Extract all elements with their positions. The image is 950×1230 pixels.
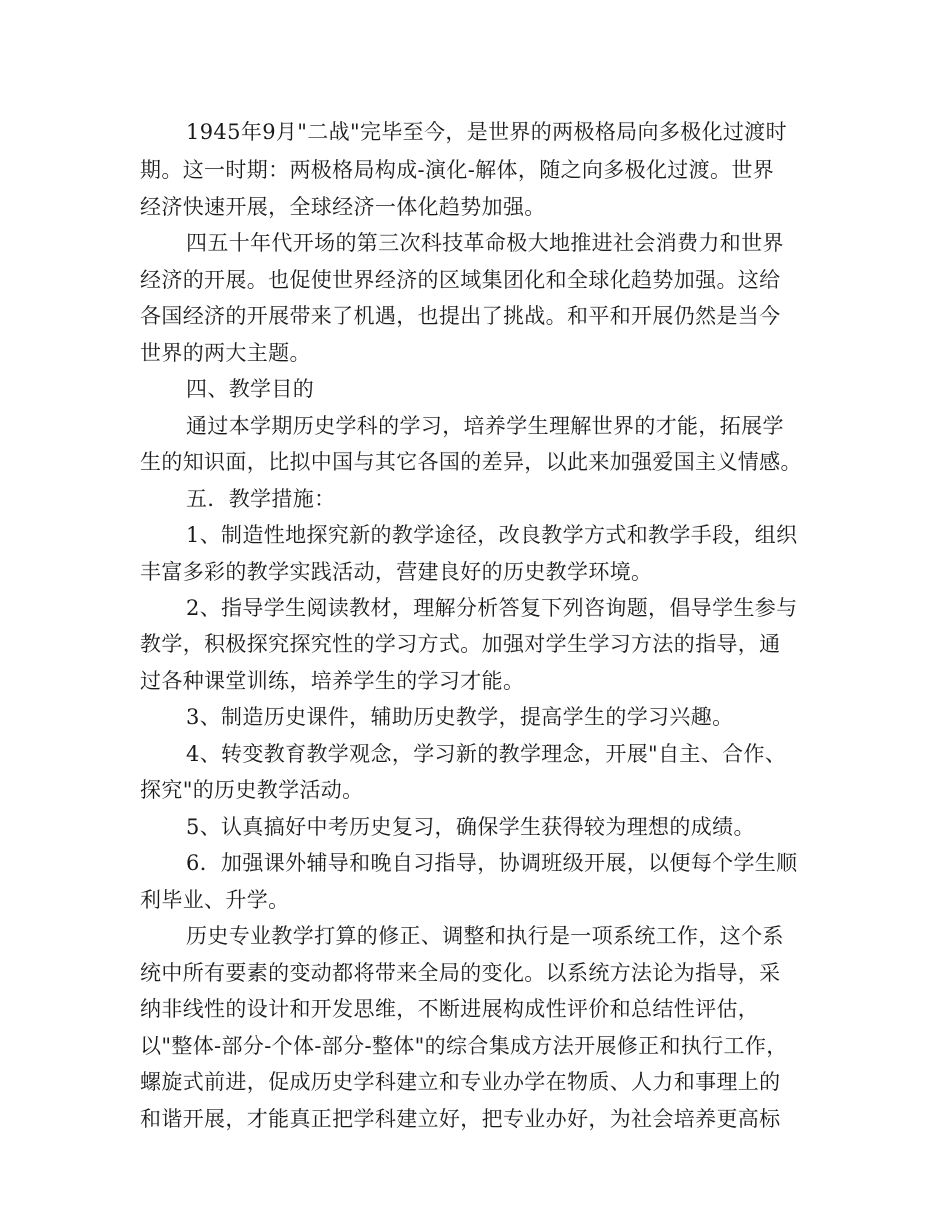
text-line: 和谐开展，才能真正把学科建立好，把专业办好，为社会培养更高标 [140,1107,781,1131]
text-line: 四五十年代开场的第三次科技革命极大地推进社会消费力和世界 [186,231,784,255]
text-line: 生的知识面，比拟中国与其它各国的差异，以此来加强爱国主义情感。 [140,450,802,474]
text-line: 1945年9月"二战"完毕至今，是世界的两极格局向多极化过渡时 [186,120,787,144]
text-line: 1、制造性地探究新的教学途径，改良教学方式和教学手段，组织 [186,523,798,547]
text-line: 3、制造历史课件，辅助历史教学，提高学生的学习兴趣。 [186,705,734,729]
text-line: 过各种课堂训练，培养学生的学习才能。 [140,669,525,693]
text-line: 经济快速开展，全球经济一体化趋势加强。 [140,195,546,219]
text-line: 纳非线性的设计和开发思维，不断进展构成性评价和总结性评估， [140,997,760,1021]
text-line: 6．加强课外辅导和晚自习指导，协调班级开展，以便每个学生顺 [186,851,798,875]
text-line: 丰富多彩的教学实践活动，营建良好的历史教学环境。 [140,560,653,584]
text-line: 历史专业教学打算的修正、调整和执行是一项系统工作，这个系 [186,924,784,948]
text-line: 探究"的历史教学活动。 [140,778,364,802]
text-line: 5、认真搞好中考历史复习，确保学生获得较为理想的成绩。 [186,815,755,839]
text-line: 螺旋式前进，促成历史学科建立和专业办学在物质、人力和事理上的 [140,1070,781,1094]
text-line: 期。这一时期：两极格局构成-演化-解体，随之向多极化过渡。世界 [140,158,775,182]
text-line: 各国经济的开展带来了机遇，也提出了挑战。和平和开展仍然是当今 [140,304,781,328]
text-line: 经济的开展。也促使世界经济的区域集团化和全球化趋势加强。这给 [140,268,781,292]
section-heading: 四、教学目的 [186,377,315,401]
text-line: 4、转变教育教学观念，学习新的教学理念，开展"自主、合作、 [186,742,787,766]
section-heading: 五．教学措施： [186,487,336,511]
text-line: 教学，积极探究探究性的学习方式。加强对学生学习方法的指导，通 [140,632,781,656]
text-line: 世界的两大主题。 [140,341,311,365]
text-line: 2、指导学生阅读教材，理解分析答复下列咨询题，倡导学生参与 [186,596,798,620]
text-line: 通过本学期历史学科的学习，培养学生理解世界的才能，拓展学 [186,414,784,438]
text-line: 以"整体-部分-个体-部分-整体"的综合集成方法开展修正和执行工作， [140,1034,788,1058]
text-line: 统中所有要素的变动都将带来全局的变化。以系统方法论为指导，采 [140,961,781,985]
text-line: 利毕业、升学。 [140,888,290,912]
